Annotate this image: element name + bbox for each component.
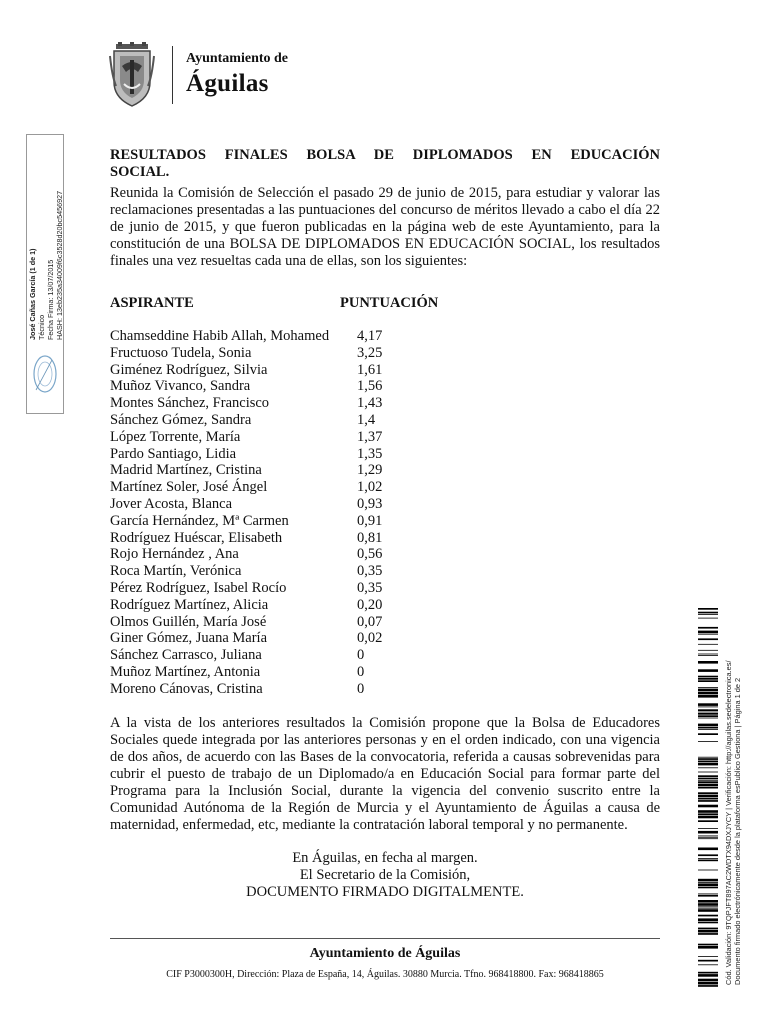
- verification-text: [724, 605, 754, 985]
- document-title: RESULTADOS FINALES BOLSA DE DIPLOMADOS EN EDUCACIÓN SOCIAL.: [110, 147, 660, 180]
- header-divider: [172, 46, 173, 104]
- signature-text: [28, 140, 68, 340]
- list-item: [110, 412, 410, 429]
- list-item: [110, 647, 410, 664]
- platform-note: Documento firmado electrónicamente desde la plataforma esPublico Gestiona | Página 1 de 2: [733, 677, 742, 985]
- candidate-name: Jover Acosta, Blanca: [110, 495, 233, 512]
- candidate-score: 0,20: [357, 596, 383, 613]
- list-item: [110, 546, 410, 563]
- list-item: [110, 580, 410, 597]
- validation-code: Cód. Validación: 9TQPJFT897AC2WDTX94DXJYCY | Verificación: http://aguilas.sedelectronica.es/: [724, 660, 733, 985]
- municipal-crest-icon: [108, 42, 156, 108]
- barcode-icon: [698, 608, 718, 988]
- list-item: [110, 446, 410, 463]
- signature-date: Fecha Firma: 13/07/2015: [46, 259, 55, 340]
- list-item: [110, 597, 410, 614]
- candidate-name: Roca Martín, Verónica: [110, 563, 242, 580]
- candidate-name: Sánchez Gómez, Sandra: [110, 411, 252, 428]
- candidate-score: 1,02: [357, 479, 383, 496]
- candidate-name: Fructuoso Tudela, Sonia: [110, 344, 252, 361]
- candidate-name: Madrid Martínez, Cristina: [110, 462, 262, 479]
- candidate-score: 1,43: [357, 395, 383, 412]
- intro-paragraph: Reunida la Comisión de Selección el pasado 29 de junio de 2015, para estudiar y valorar las reclamaciones presentadas a las puntuaciones del concurso de méritos llevado a cabo el día 22 de junio de 2015, y que fueron publicadas en la página web de este Ayuntamiento, para la constitución de una BOLSA DE DIPLOMADOS EN EDUCACIÓN SOCIAL, los resultados finales una vez resueltas cada una de ellas, son los siguientes:: [110, 185, 660, 269]
- candidate-score: 0,35: [357, 579, 383, 596]
- list-item: [110, 345, 410, 362]
- secretary-line: El Secretario de la Comisión,: [299, 867, 471, 883]
- candidate-score: 0,02: [357, 630, 383, 647]
- signer-role: Técnico: [37, 314, 46, 340]
- candidate-name: Chamseddine Habib Allah, Mohamed: [110, 328, 330, 344]
- candidate-name: Pardo Santiago, Lidia: [110, 445, 237, 462]
- candidate-name: Muñoz Martínez, Antonia: [110, 663, 261, 680]
- list-item: [110, 664, 410, 681]
- candidate-score: 4,17: [357, 328, 383, 344]
- candidate-score: 1,35: [357, 445, 383, 462]
- candidate-score: 1,56: [357, 378, 383, 395]
- candidate-name: Rodríguez Huéscar, Elisabeth: [110, 529, 283, 546]
- list-item: [110, 479, 410, 496]
- candidate-score: 1,37: [357, 428, 383, 445]
- candidate-name: Sánchez Carrasco, Juliana: [110, 647, 262, 664]
- footer-divider: [110, 938, 660, 939]
- list-item: [110, 563, 410, 580]
- candidate-name: Olmos Guillén, María José: [110, 613, 267, 630]
- candidate-name: Giménez Rodríguez, Silvia: [110, 361, 268, 378]
- org-name-small: Ayuntamiento de: [186, 51, 289, 66]
- candidate-score: 0,81: [357, 529, 383, 546]
- candidate-score: 0,07: [357, 613, 383, 630]
- candidate-score: 1,29: [357, 462, 383, 479]
- candidate-score: 1,4: [357, 411, 376, 428]
- signer-name: José Cañas García (1 de 1): [28, 248, 37, 340]
- list-item: [110, 429, 410, 446]
- candidate-name: Muñoz Vivanco, Sandra: [110, 378, 251, 395]
- column-header-puntuacion: PUNTUACIÓN: [340, 295, 439, 311]
- signature-stamp-icon: [32, 352, 58, 396]
- list-item: [110, 462, 410, 479]
- candidate-name: López Torrente, María: [110, 428, 241, 445]
- list-item: [110, 681, 410, 698]
- signature-hash: HASH: 13eb235a34009f6c3528d20bc5456927: [55, 190, 64, 340]
- candidate-name: Montes Sánchez, Francisco: [110, 395, 270, 412]
- candidate-name: Rodríguez Martínez, Alicia: [110, 596, 269, 613]
- candidate-name: Moreno Cánovas, Cristina: [110, 680, 263, 697]
- footer-contact-info: CIF P3000300H, Dirección: Plaza de España, 14, Águilas. 30880 Murcia. Tfno. 968418800. Fax: 968418865: [166, 969, 604, 980]
- closing-paragraph: A la vista de los anteriores resultados la Comisión propone que la Bolsa de Educadores Sociales quede integrada por las anteriores personas y en el orden indicado, con una vigencia de dos años, de acuerdo con las Bases de la convocatoria, referida a causas sobrevenidas para cubrir el puesto de trabajo de un Diplomado/a en Educación Social para formar parte del Programa para la Inclusión Social, durante la vigencia del convenio suscrito entre la Comunidad Autónoma de la Región de Murcia y el Ayuntamiento de Águilas a causa de maternidad, enfermedad, etc, mediante la contratación laboral temporal y no permanente.: [110, 715, 660, 833]
- org-name-large: Águilas: [186, 70, 269, 97]
- candidate-score: 3,25: [357, 344, 383, 361]
- footer-org-name: Ayuntamiento de Águilas: [309, 946, 461, 961]
- candidate-score: 0: [357, 680, 365, 697]
- list-item: [110, 362, 410, 379]
- candidate-name: Giner Gómez, Juana María: [110, 630, 268, 647]
- column-header-aspirante: ASPIRANTE: [110, 295, 194, 311]
- candidate-name: Martínez Soler, José Ángel: [110, 479, 268, 496]
- candidate-score: 0,91: [357, 512, 383, 529]
- list-item: [110, 395, 410, 412]
- candidate-name: Rojo Hernández , Ana: [110, 546, 239, 563]
- candidate-score: 0: [357, 663, 365, 680]
- list-item: [110, 614, 410, 631]
- candidate-score: 0,56: [357, 546, 383, 563]
- list-item: [110, 496, 410, 513]
- list-item: [110, 513, 410, 530]
- place-date: En Águilas, en fecha al margen.: [292, 850, 478, 866]
- candidate-score: 1,61: [357, 361, 383, 378]
- candidate-score: 0: [357, 647, 365, 664]
- candidate-name: García Hernández, Mª Carmen: [110, 512, 289, 529]
- list-item: [110, 328, 410, 345]
- list-item: [110, 530, 410, 547]
- candidate-list: [110, 328, 410, 698]
- list-item: [110, 378, 410, 395]
- candidate-score: 0,93: [357, 495, 383, 512]
- candidate-name: Pérez Rodríguez, Isabel Rocío: [110, 579, 287, 596]
- candidate-score: 0,35: [357, 563, 383, 580]
- digitally-signed-note: DOCUMENTO FIRMADO DIGITALMENTE.: [246, 884, 524, 900]
- list-item: [110, 630, 410, 647]
